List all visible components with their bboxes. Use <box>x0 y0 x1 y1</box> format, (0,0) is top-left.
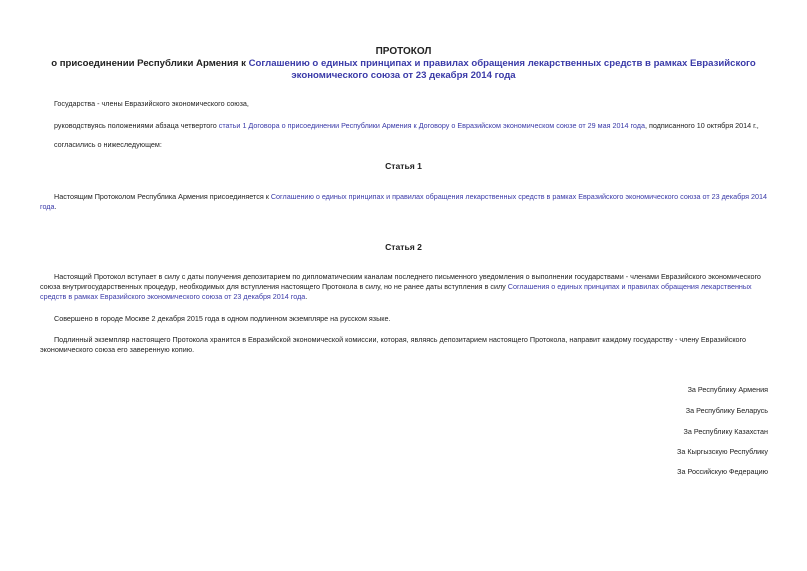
signature-kazakhstan: За Республику Казахстан <box>683 427 768 436</box>
preamble-basis-tail: , подписанного 10 октября 2014 г., <box>644 121 759 130</box>
subtitle-text: о присоединении Республики Армения к <box>51 58 249 69</box>
article-1-text <box>40 192 770 212</box>
article-1-text-start: Настоящим Протоколом Республика Армения присоединяется к <box>54 192 271 201</box>
signature-kyrgyzstan: За Кыргызскую Республику <box>677 447 768 456</box>
signature-belarus: За Республику Беларусь <box>685 406 768 415</box>
signature-russia: За Российскую Федерацию <box>677 467 768 476</box>
signature-armenia: За Республику Армения <box>687 385 768 394</box>
document-title: ПРОТОКОЛ <box>375 46 432 57</box>
article-1-agreement-link[interactable]: Соглашению о единых принципах и правилах обращения лекарственных средств в рамках Евразийского экономического союза от 23 декабря 2014 года <box>40 192 768 211</box>
subtitle-agreement-link[interactable]: Соглашению о единых принципах и правилах обращения лекарственных средств в рамках Евразийского экономического союза от 23 декабря 2014 года <box>248 58 756 81</box>
article-2-signed-place: Совершено в городе Москве 2 декабря 2015 года в одном подлинном экземпляре на русском языке. <box>54 314 391 323</box>
article-2-depositary: Подлинный экземпляр настоящего Протокола хранится в Евразийской экономической комиссии, которая, являясь депозитарием настоящего Протокола, направит каждому государству - члену Евразийского экономического союза его заверенную копию. <box>40 335 747 354</box>
article-2-heading: Статья 2 <box>385 242 422 252</box>
article-1-heading: Статья 1 <box>385 161 422 171</box>
article-2-text-end: . <box>305 292 308 301</box>
article-2-text <box>40 272 770 302</box>
document-title-block <box>30 46 777 82</box>
treaty-article-link[interactable]: статьи 1 Договора о присоединении Республики Армения к Договору о Евразийском экономическом союзе от 29 мая 2014 года <box>218 121 645 130</box>
preamble-agreed: согласились о нижеследующем: <box>54 140 162 149</box>
preamble-basis-text: руководствуясь положениями абзаца четвертого <box>54 121 219 130</box>
article-2-agreement-link[interactable]: Соглашения о единых принципах и правилах обращения лекарственных средств в рамках Евразийского экономического союза от 23 декабря 2014 года <box>40 282 752 301</box>
document-subtitle <box>30 58 777 82</box>
preamble-parties: Государства - члены Евразийского экономического союза, <box>54 99 249 108</box>
preamble-basis <box>40 121 770 131</box>
article-1-text-end: . <box>54 202 57 211</box>
article-2-text-start: Настоящий Протокол вступает в силу с даты получения депозитарием по дипломатическим каналам последнего письменного уведомления о выполнении государствами - членами Евразийского экономического союза внутригосударственных процедур, необходимых для вступления настоящего Протокола в силу, но не ранее даты вступления в силу <box>40 272 761 291</box>
